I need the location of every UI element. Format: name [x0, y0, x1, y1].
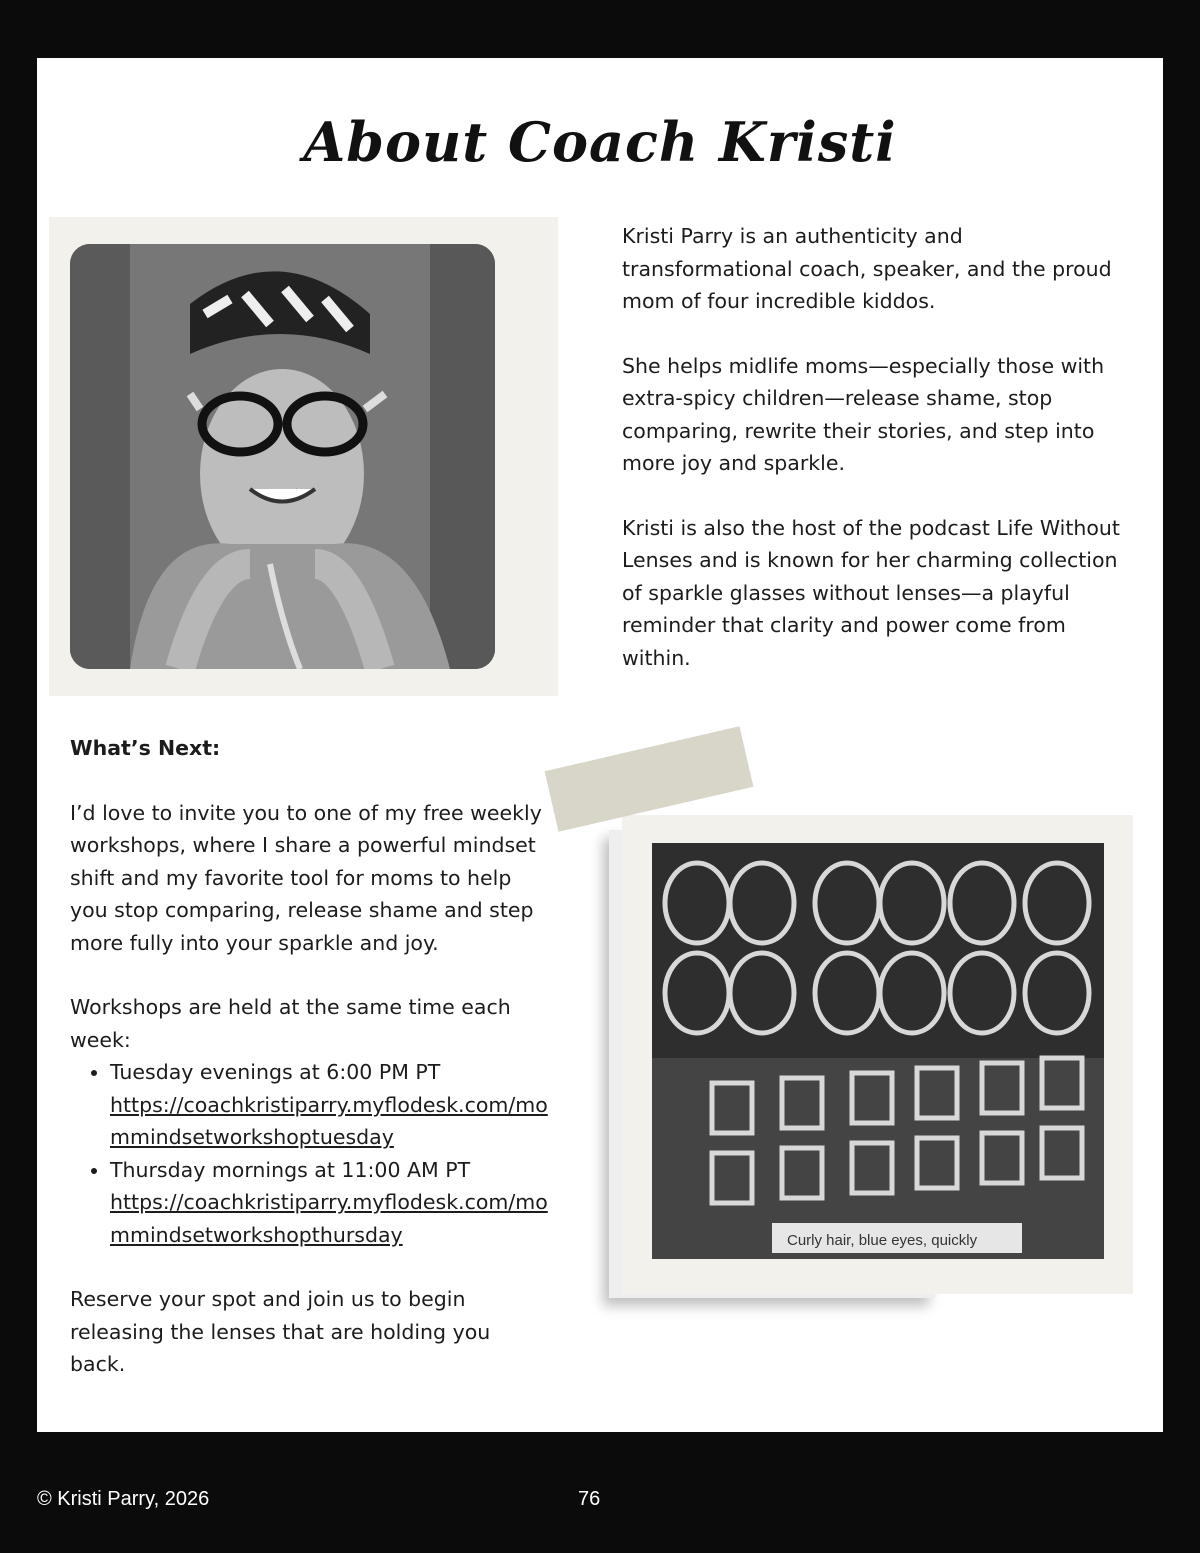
bio-paragraph-3: Kristi is also the host of the podcast Life Without Lenses and is known for her charming collection of sparkle glasses without lenses—a playful reminder that clarity and power come from within.: [622, 515, 1120, 670]
portrait-photo: [70, 244, 495, 669]
workshop-item-thursday: [110, 1154, 550, 1252]
footer-copyright: © Kristi Parry, 2026: [37, 1488, 210, 1510]
workshop-list: [70, 1056, 550, 1251]
workshop-time: Thursday mornings at 11:00 AM PT: [110, 1157, 471, 1182]
bio-paragraph-1: Kristi Parry is an authenticity and transformational coach, speaker, and the proud mom of four incredible kiddos.: [622, 224, 1112, 313]
schedule-intro: Workshops are held at the same time each week:: [70, 995, 511, 1052]
whats-next-section: [70, 732, 550, 1413]
tuesday-workshop-link[interactable]: https://coachkristiparry.myflodesk.com/mommindsetworkshoptuesday: [110, 1092, 548, 1149]
whats-next-heading: What’s Next:: [70, 736, 221, 760]
page: [37, 58, 1163, 1432]
photo-caption: Curly hair, blue eyes, quickly: [787, 1232, 978, 1249]
thursday-workshop-link[interactable]: https://coachkristiparry.myflodesk.com/mommindsetworkshopthursday: [110, 1190, 548, 1247]
footer-page-number: 76: [578, 1488, 601, 1510]
glasses-photo-frame: [622, 815, 1133, 1294]
closing-paragraph: Reserve your spot and join us to begin releasing the lenses that are holding you back.: [70, 1287, 491, 1376]
bio-section: [622, 220, 1122, 706]
bio-paragraph-2: She helps midlife moms—especially those with extra-spicy children—release shame, stop comparing, rewrite their stories, and step into more joy and sparkle.: [622, 353, 1105, 475]
page-title: About Coach Kristi: [303, 110, 897, 174]
workshop-time: Tuesday evenings at 6:00 PM PT: [110, 1060, 441, 1084]
whats-next-intro: I’d love to invite you to one of my free weekly workshops, where I share a powerful mindset shift and my favorite tool for moms to help you stop comparing, release shame and step more fully into your sparkle and joy.: [70, 800, 542, 955]
glasses-collection-photo: [652, 843, 1104, 1259]
workshop-item-tuesday: [110, 1056, 550, 1154]
portrait-frame: [49, 217, 558, 696]
